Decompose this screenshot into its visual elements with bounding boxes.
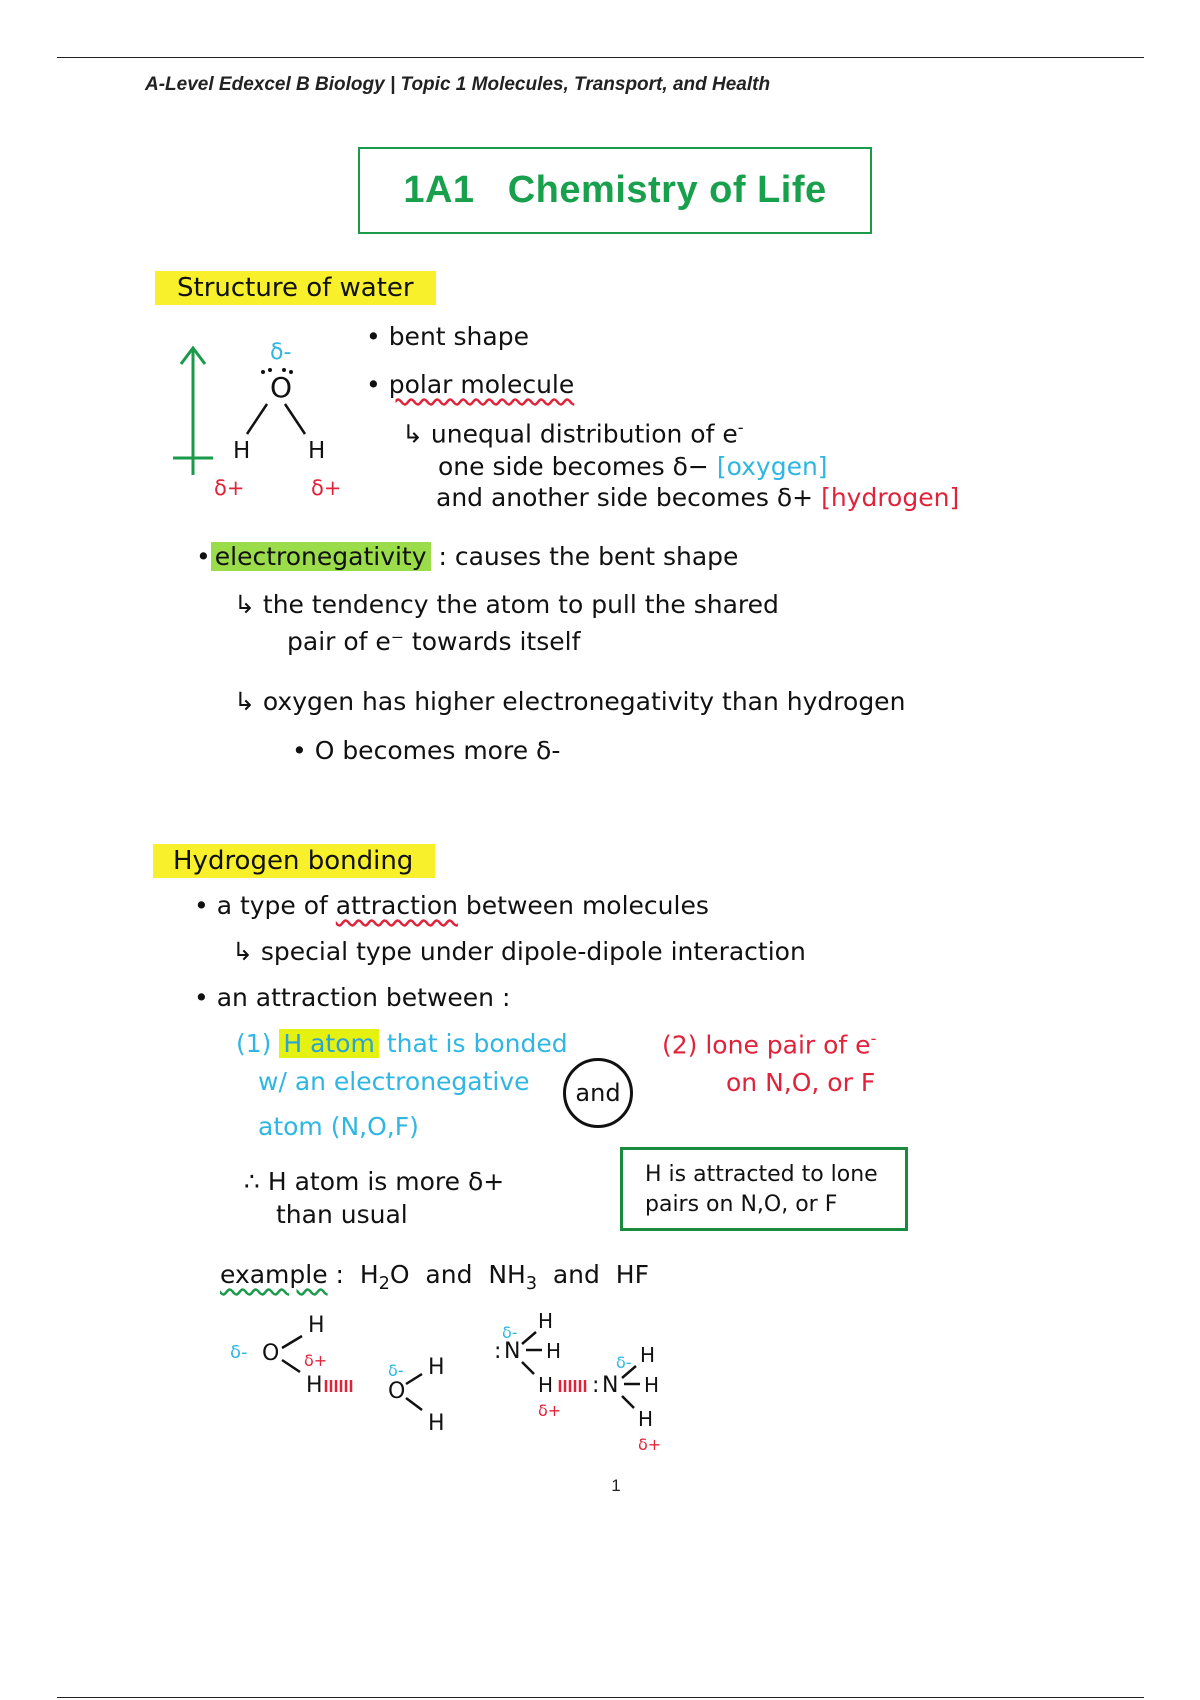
box-line1: H is attracted to lone [645,1162,878,1187]
bond-right [285,404,305,434]
top-rule [57,57,1144,58]
point1-line3: atom (N,O,F) [258,1112,419,1141]
nh3-h2: H [546,1339,562,1363]
ex-nh3-sub: 3 [525,1274,537,1294]
water-h-right: H [308,438,326,464]
unequal-distribution-text: ↳ unequal distribution of e [402,419,738,449]
polar-molecule-term: polar molecule [388,370,575,399]
nh3-lone2: : [592,1373,600,1398]
hbond-dash-2 [560,1380,585,1392]
nh3-dminus2: δ- [616,1353,632,1372]
polar-molecule-bullet [366,370,574,399]
electronegativity-line [196,542,738,571]
water-heading-wrap [155,273,436,303]
point2-line1 [662,1029,876,1059]
ex-h2o-h: H [359,1260,379,1289]
attraction-summary-box [620,1147,908,1231]
shared-pair-line: pair of e⁻ towards itself [287,627,581,656]
o-more-delta-line: • O becomes more δ- [292,736,561,765]
dimer1-h4: H [428,1411,445,1436]
nh3-h6: H [638,1407,654,1431]
water-delta-plus-right: δ+ [311,476,342,500]
point2-text: (2) lone pair of e [662,1030,871,1060]
nh3-dplus1: δ+ [538,1401,562,1420]
attraction-post: between molecules [457,891,709,920]
oxygen-higher-line: ↳ oxygen has higher electronegativity than hydrogen [234,687,906,716]
unequal-distribution-line [402,418,744,448]
nh3-h1: H [538,1309,554,1333]
dimer1-h1: H [308,1313,325,1338]
example-colon: : [327,1260,360,1289]
example-line [220,1260,649,1294]
dimer1-h3: H [428,1355,445,1380]
nh3-h3: H [538,1373,554,1397]
attraction-term: attraction [335,891,458,920]
ex-h2o-sub: 2 [378,1274,390,1294]
electronegativity-rest: : causes the bent shape [430,542,739,571]
therefore-line1: ∴ H atom is more δ+ [244,1167,505,1196]
tendency-line: ↳ the tendency the atom to pull the shared [234,590,779,619]
oxygen-side-text: one side becomes δ− [438,452,709,481]
hbond-heading-wrap [153,846,435,876]
nh3-n1: N [504,1339,521,1364]
water-oxygen: O [270,371,293,404]
nh3-dplus2: δ+ [638,1435,662,1454]
page-number: 1 [611,1476,621,1495]
nh3-h5: H [644,1373,660,1397]
hydrogen-side-line [436,483,959,512]
point1-number: (1) [236,1029,280,1058]
water-delta-plus-left: δ+ [214,476,245,500]
bullet-dot: • [196,542,211,571]
hbond-dash-1 [326,1380,351,1392]
point1-rest: that is bonded [378,1029,568,1058]
hbond-examples-diagram [220,1300,700,1470]
example-label: example [220,1260,328,1289]
dipole-line: ↳ special type under dipole-dipole interaction [232,937,806,966]
bent-shape-bullet: • bent shape [366,322,529,351]
page-header: A-Level Edexcel B Biology | Topic 1 Molecules, Transport, and Health [145,74,771,95]
page-title: 1A1 Chemistry of Life [403,169,827,211]
and-label: and [575,1079,621,1107]
bottom-rule [57,1697,1144,1698]
nh3-h4: H [640,1343,656,1367]
point1-line2: w/ an electronegative [258,1067,530,1096]
hydrogen-side-text: and another side becomes δ+ [436,483,814,512]
electron-sup: - [737,418,744,437]
electron-sup: - [870,1029,877,1048]
ex-h2o-rest: O and NH [389,1260,526,1289]
dimer1-dminus: δ- [230,1342,248,1363]
hbond-heading: Hydrogen bonding [153,844,435,878]
attraction-line [194,891,709,920]
oxygen-tag: [oxygen] [716,452,828,481]
attraction-pre: • a type of [194,891,336,920]
hydrogen-tag: [hydrogen] [821,483,960,512]
dimer1-dminus2: δ- [388,1361,404,1380]
and-circle [563,1058,633,1128]
h-atom-term: H atom [279,1029,379,1058]
bullet-dot: • [366,370,381,399]
ex-tail: and HF [536,1260,649,1289]
attraction-between-line: • an attraction between : [194,983,511,1012]
title-box [358,147,872,234]
dimer1-h2: H [306,1373,323,1398]
water-delta-minus: δ- [270,340,292,365]
point1-line1 [236,1029,568,1058]
oxygen-side-line [438,452,828,481]
water-h-left: H [233,438,251,464]
therefore-line2: than usual [276,1200,408,1229]
bond-left [247,404,267,434]
dimer1-o2: O [388,1379,406,1404]
dimer1-o1: O [262,1341,280,1366]
dimer1-dplus: δ+ [304,1351,328,1370]
box-line2: pairs on N,O, or F [645,1192,838,1217]
point2-line2: on N,O, or F [726,1068,876,1097]
nh3-lone1: : [494,1339,502,1364]
water-heading: Structure of water [155,271,436,305]
nh3-dminus1: δ- [502,1323,518,1342]
nh3-n2: N [602,1373,619,1398]
electronegativity-term: electronegativity [211,542,431,571]
